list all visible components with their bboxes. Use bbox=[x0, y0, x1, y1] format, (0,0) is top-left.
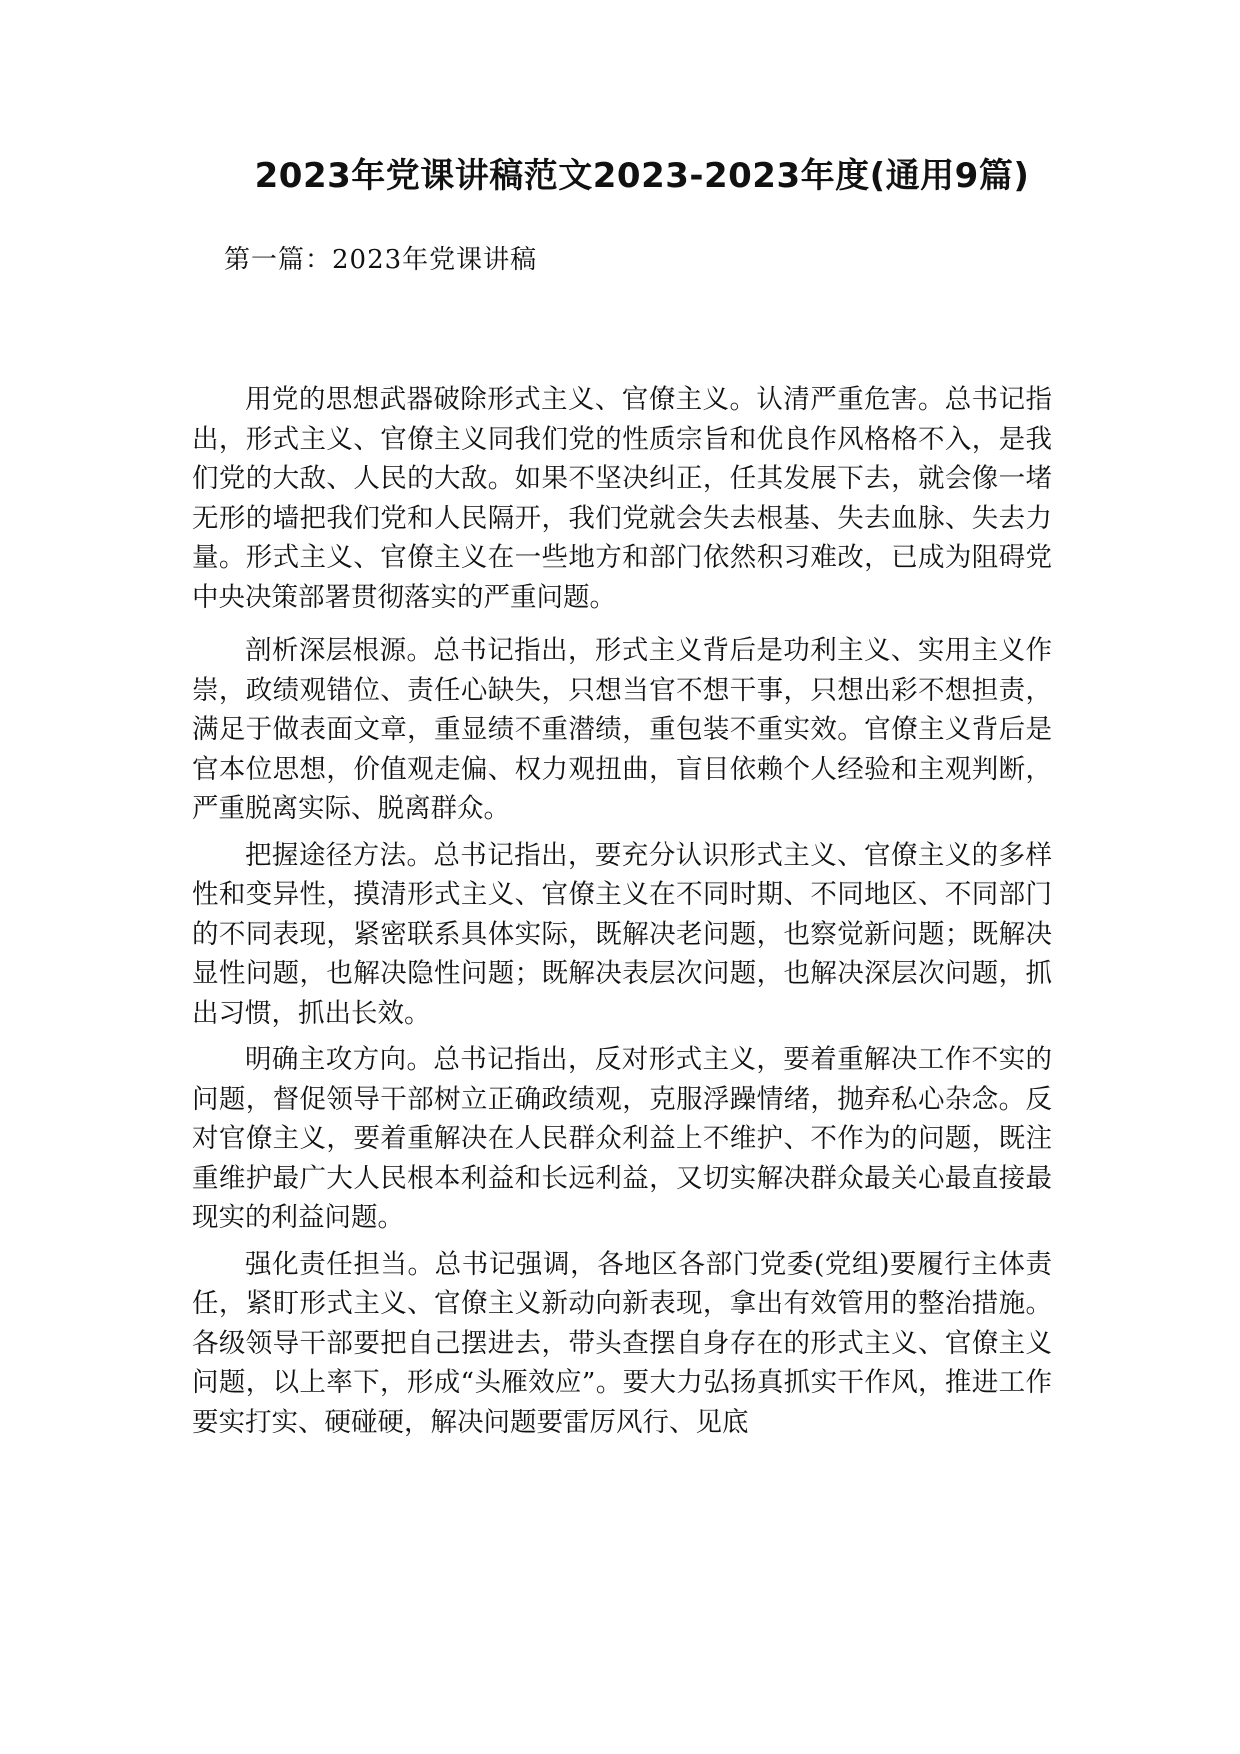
paragraph-3: 把握途径方法。总书记指出，要充分认识形式主义、官僚主义的多样性和变异性，摸清形式主义、官僚主义在不同时期、不同地区、不同部门的不同表现，紧密联系具体实际，既解决老问题，也察觉新问题；既解决显性问题，也解决隐性问题；既解决表层次问题，也解决深层次问题，抓出习惯，抓出长效。 bbox=[192, 839, 1052, 1029]
document-body bbox=[192, 380, 1052, 1456]
paragraph-2: 剖析深层根源。总书记指出，形式主义背后是功利主义、实用主义作崇，政绩观错位、责任心缺失，只想当官不想干事，只想出彩不想担责，满足于做表面文章，重显绩不重潜绩，重包装不重实效。官僚主义背后是官本位思想，价值观走偏、权力观扭曲，盲目依赖个人经验和主观判断，严重脱离实际、脱离群众。 bbox=[192, 635, 1052, 824]
section-heading: 第一篇：2023年党课讲稿 bbox=[224, 245, 538, 275]
paragraph-1: 用党的思想武器破除形式主义、官僚主义。认清严重危害。总书记指出，形式主义、官僚主义同我们党的性质宗旨和优良作风格格不入，是我们党的大敌、人民的大敌。如果不坚决纠正，任其发展下去，就会像一堵无形的墙把我们党和人民隔开，我们党就会失去根基、失去血脉、失去力量。形式主义、官僚主义在一些地方和部门依然积习难改，已成为阻碍党中央决策部署贯彻落实的严重问题。 bbox=[192, 384, 1052, 613]
paragraph-5: 强化责任担当。总书记强调，各地区各部门党委(党组)要履行主体责任，紧盯形式主义、官僚主义新动向新表现，拿出有效管用的整治措施。各级领导干部要把自己摆进去，带头查摆自身存在的形式主义、官僚主义问题，以上率下，形成“头雁效应”。要大力弘扬真抓实干作风，推进工作要实打实、硬碰硬，解决问题要雷厉风行、见底 bbox=[192, 1248, 1052, 1438]
paragraph-4: 明确主攻方向。总书记指出，反对形式主义，要着重解决工作不实的问题，督促领导干部树立正确政绩观，克服浮躁情绪，抛弃私心杂念。反对官僚主义，要着重解决在人民群众利益上不维护、不作为的问题，既注重维护最广大人民根本利益和长远利益，又切实解决群众最关心最直接最现实的利益问题。 bbox=[192, 1044, 1052, 1233]
document-title: 2023年党课讲稿范文2023-2023年度(通用9篇) bbox=[254, 156, 1030, 196]
